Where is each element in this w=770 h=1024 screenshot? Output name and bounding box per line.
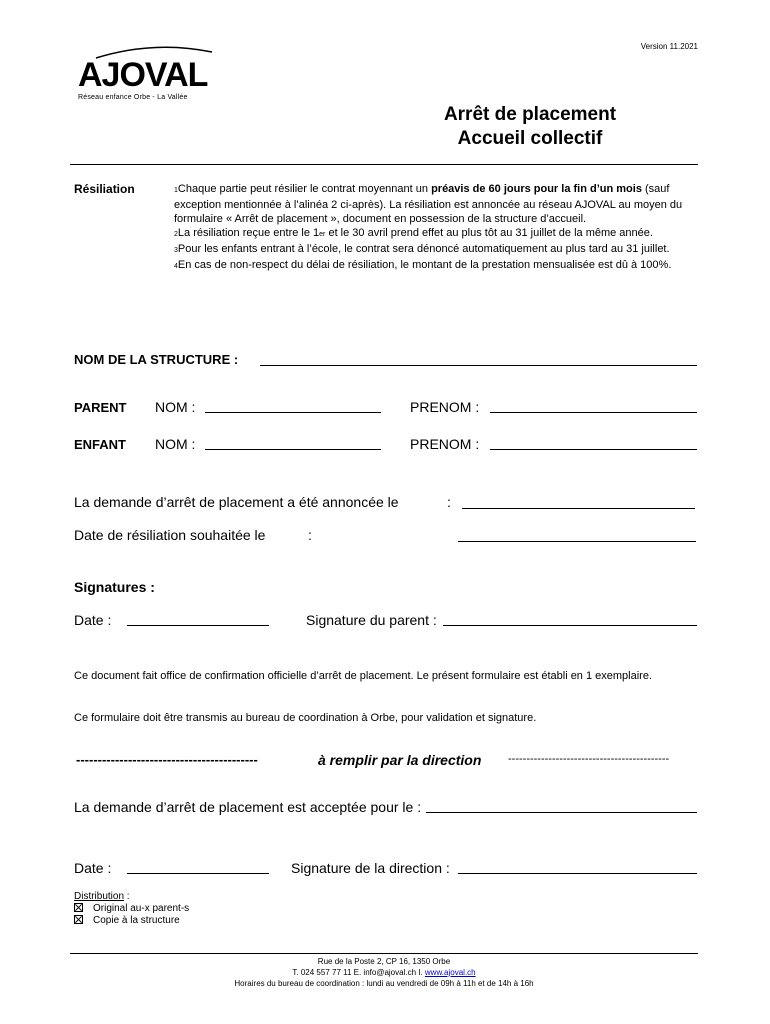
date-resiliation-field[interactable] xyxy=(458,529,696,542)
enfant-label: ENFANT xyxy=(74,437,126,452)
resiliation-text xyxy=(174,182,694,274)
footer-divider xyxy=(70,953,698,954)
title-line-1: Arrêt de placement xyxy=(443,104,617,125)
resiliation-item-2: 2La résiliation reçue entre le 1er et le 30 avril prend effet au plus tôt au 31 juillet de la même année. xyxy=(174,227,653,239)
enfant-nom-label: NOM : xyxy=(155,436,196,452)
distribution-item: Original au-x parent-s xyxy=(74,903,189,915)
distribution-label: Distribution xyxy=(74,891,125,902)
parent-prenom-field[interactable] xyxy=(490,400,697,413)
enfant-prenom-field[interactable] xyxy=(490,437,697,450)
direction-date-field[interactable] xyxy=(127,861,269,874)
logo-tagline: Réseau enfance Orbe - La Vallée xyxy=(78,94,188,101)
resiliation-item-4: 4En cas de non-respect du délai de résiliation, le montant de la prestation mensualisée est dû à 100%. xyxy=(174,259,672,271)
date-resiliation-label: Date de résiliation souhaitée le xyxy=(74,527,266,543)
distribution-block: Distribution : Original au-x parent-s Copie à la structure xyxy=(74,891,190,926)
checked-box-icon[interactable] xyxy=(74,915,83,924)
parent-date-label: Date : xyxy=(74,612,112,628)
ajoval-logo xyxy=(74,44,224,104)
direction-dashes-right: -------------------------------------------- xyxy=(508,753,670,765)
annonce-colon: : xyxy=(447,494,451,510)
page-title xyxy=(380,103,680,151)
direction-dashes-left: ------------------------------------------ xyxy=(76,752,258,767)
parent-label: PARENT xyxy=(74,400,127,415)
direction-signature-label: Signature de la direction : xyxy=(291,860,450,876)
parent-date-field[interactable] xyxy=(127,613,269,626)
signatures-heading: Signatures : xyxy=(74,579,155,595)
website-link[interactable]: www.ajoval.ch xyxy=(424,968,476,977)
structure-name-label: NOM DE LA STRUCTURE : xyxy=(74,352,239,367)
direction-date-label: Date : xyxy=(74,860,112,876)
parent-nom-field[interactable] xyxy=(205,400,381,413)
date-resiliation-colon: : xyxy=(308,527,312,543)
title-line-2: Accueil collectif xyxy=(457,128,603,149)
parent-prenom-label: PRENOM : xyxy=(410,399,480,415)
structure-name-field[interactable] xyxy=(260,353,697,366)
accepted-label: La demande d’arrêt de placement est acceptée pour le : xyxy=(74,799,422,815)
distribution-item: Copie à la structure xyxy=(74,915,189,927)
parent-signature-label: Signature du parent : xyxy=(306,612,437,628)
footer-hours: Horaires du bureau de coordination : lundi au vendredi de 09h à 11h et de 14h à 16h xyxy=(234,979,534,988)
resiliation-item-1: 1Chaque partie peut résilier le contrat moyennant un préavis de 60 jours pour la fin d’un mois (sauf exception mentionnée à l’alinéa 2 ci-après). La résiliation est annoncée au réseau AJOVAL au moyen du formulaire « Arrêt de placement », document en possession de la structure d’accueil. xyxy=(174,183,683,225)
annonce-date-field[interactable] xyxy=(462,496,695,509)
enfant-prenom-label: PRENOM : xyxy=(410,436,480,452)
accepted-date-field[interactable] xyxy=(426,800,697,813)
checked-box-icon[interactable] xyxy=(74,903,83,912)
transmission-note: Ce formulaire doit être transmis au bureau de coordination à Orbe, pour validation et signature. xyxy=(74,712,537,724)
logo-wordmark: AJOVAL xyxy=(78,56,208,94)
structure-name-row xyxy=(74,352,238,367)
resiliation-item-3: 3Pour les enfants entrant à l’école, le contrat sera dénoncé automatiquement au plus tard au 31 juillet. xyxy=(174,243,670,255)
version-label: Version 11.2021 xyxy=(640,42,698,51)
resiliation-label: Résiliation xyxy=(74,182,135,196)
header-divider xyxy=(70,164,698,165)
enfant-nom-field[interactable] xyxy=(205,437,381,450)
footer-address: Rue de la Poste 2, CP 16, 1350 Orbe xyxy=(317,957,451,966)
page-footer xyxy=(70,956,698,989)
confirmation-note: Ce document fait office de confirmation officielle d’arrêt de placement. Le présent formulaire est établi en 1 exemplaire. xyxy=(74,670,653,682)
parent-nom-label: NOM : xyxy=(155,399,196,415)
footer-contact: T. 024 557 77 11 E. info@ajoval.ch I. www.ajoval.ch xyxy=(292,968,476,977)
direction-signature-field[interactable] xyxy=(458,861,697,874)
annonce-label: La demande d’arrêt de placement a été annoncée le xyxy=(74,494,399,510)
direction-heading: à remplir par la direction xyxy=(318,752,482,768)
parent-signature-field[interactable] xyxy=(443,613,697,626)
